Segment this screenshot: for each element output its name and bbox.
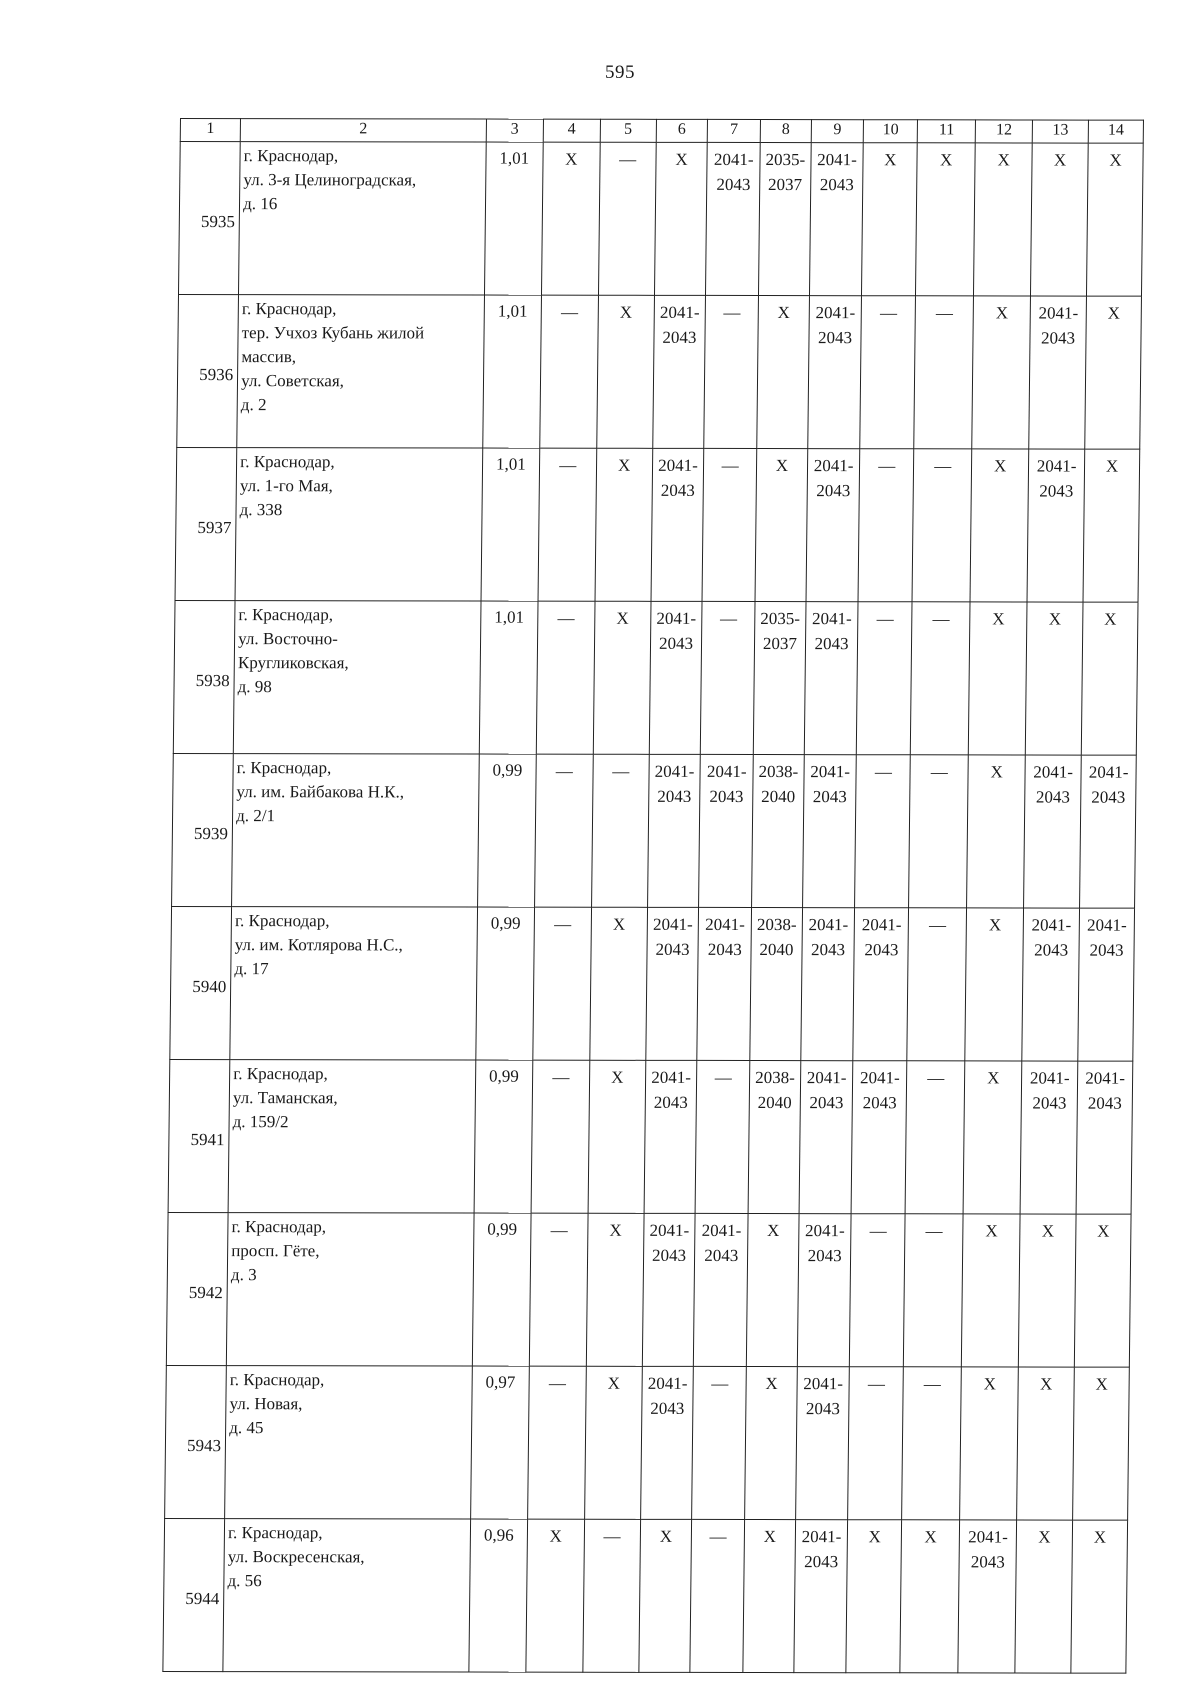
value-cell-col-4: —	[536, 601, 595, 754]
value-cell-col-4: Х	[541, 142, 600, 295]
value-cell-col-10: 2041- 2043	[853, 908, 909, 1061]
value-cell-col-12: Х	[970, 449, 1029, 602]
column-header-14: 14	[1088, 120, 1143, 143]
address-cell	[226, 1213, 473, 1366]
value-cell-col-4: —	[538, 448, 597, 601]
value-cell-col-7: —	[695, 1060, 749, 1213]
value-cell-col-6: 2041- 2043	[644, 1060, 697, 1213]
value-cell-col-8: Х	[755, 449, 807, 602]
address-cell	[237, 295, 484, 448]
address-line: массив,	[241, 347, 297, 367]
address-line: г. Краснодар,	[229, 1370, 325, 1390]
value-cell-col-12: 2041- 2043	[958, 1520, 1017, 1673]
row-number: 5938	[173, 601, 235, 754]
value-cell-col-10: —	[857, 602, 913, 755]
column-header-3: 3	[486, 119, 543, 142]
value-cell-col-5: —	[583, 1519, 641, 1672]
value-cell-col-13: Х	[1015, 1520, 1073, 1673]
value-cell-col-9: 2041- 2043	[795, 1367, 849, 1520]
value-cell-col-11: —	[902, 1367, 962, 1520]
value-cell-col-14: Х	[1085, 296, 1142, 449]
value-cell-col-6: 2041- 2043	[645, 907, 698, 1060]
table-row	[170, 906, 1135, 1061]
value-cell-col-12: Х	[967, 755, 1026, 908]
value-cell-col-10: Х	[862, 143, 918, 296]
value-cell-col-14: Х	[1074, 1214, 1131, 1367]
value-cell-col-9: 2041- 2043	[800, 908, 854, 1061]
address-line: г. Краснодар,	[227, 1523, 323, 1543]
value-cell-col-8: Х	[745, 1367, 797, 1520]
value-cell-col-10: —	[858, 449, 914, 602]
table-row	[165, 1365, 1130, 1520]
table-row	[166, 1212, 1131, 1367]
table-row	[168, 1059, 1133, 1214]
value-cell-col-9: 2041- 2043	[797, 1214, 851, 1367]
value-cell-col-13: 2041- 2043	[1022, 908, 1080, 1061]
value-cell-col-11: Х	[916, 143, 976, 296]
value-cell-col-9: 2041- 2043	[804, 602, 858, 755]
value-cell-col-11: —	[910, 602, 970, 755]
address-line: тер. Учхоз Кубань жилой	[241, 323, 425, 343]
value-cell-col-10: —	[860, 296, 916, 449]
column-header-13: 13	[1032, 120, 1088, 143]
coefficient-cell: 1,01	[484, 142, 543, 295]
address-line: г. Краснодар,	[231, 1217, 327, 1237]
value-cell-col-9: 2041- 2043	[794, 1520, 848, 1673]
value-cell-col-5: Х	[590, 907, 648, 1060]
address-line: ул. 3-я Целиноградская,	[243, 170, 417, 190]
address-line: ул. 1-го Мая,	[239, 476, 333, 496]
address-line: д. 2	[240, 395, 267, 415]
address-line: д. 338	[239, 500, 283, 520]
value-cell-col-12: Х	[960, 1367, 1019, 1520]
column-header-6: 6	[656, 119, 708, 142]
coefficient-cell: 0,96	[469, 1519, 528, 1672]
address-line: г. Краснодар,	[238, 605, 334, 625]
value-cell-col-9: 2041- 2043	[802, 755, 856, 908]
address-line: просп. Гёте,	[231, 1241, 320, 1261]
value-cell-col-13: 2041- 2043	[1024, 755, 1082, 908]
address-line: д. 98	[237, 677, 272, 697]
address-line: д. 2/1	[236, 806, 276, 826]
address-line: ул. им. Котлярова Н.С.,	[234, 935, 403, 955]
row-number: 5944	[163, 1518, 225, 1671]
address-line: ул. Восточно-	[238, 629, 338, 649]
value-cell-col-13: Х	[1018, 1214, 1076, 1367]
value-cell-col-5: Х	[588, 1060, 646, 1213]
address-line: ул. им. Байбакова Н.К.,	[236, 782, 405, 802]
address-cell	[239, 142, 486, 295]
address-line: Кругликовская,	[237, 653, 349, 673]
row-number: 5939	[172, 753, 234, 906]
value-cell-col-12: Х	[963, 1061, 1022, 1214]
value-cell-col-8: 2038- 2040	[748, 1061, 800, 1214]
value-cell-col-14: Х	[1081, 602, 1138, 755]
address-line: д. 17	[234, 959, 269, 979]
table-row	[172, 753, 1137, 908]
row-number: 5942	[166, 1212, 228, 1365]
coefficient-cell: 1,01	[481, 448, 540, 601]
address-cell	[232, 754, 479, 907]
address-line: ул. Таманская,	[232, 1088, 338, 1108]
value-cell-col-5: Х	[586, 1213, 644, 1366]
column-header-2: 2	[240, 119, 486, 142]
value-cell-col-5: Х	[595, 448, 653, 601]
value-cell-col-12: Х	[965, 908, 1024, 1061]
value-cell-col-7: 2041- 2043	[694, 1213, 748, 1366]
value-cell-col-11: —	[904, 1214, 964, 1367]
value-cell-col-6: 2041- 2043	[647, 754, 700, 907]
coefficient-cell: 0,99	[476, 907, 535, 1060]
value-cell-col-11: —	[905, 1061, 965, 1214]
address-line: ул. Воскресенская,	[227, 1547, 365, 1567]
value-cell-col-5: Х	[597, 295, 655, 448]
address-line: г. Краснодар,	[236, 758, 332, 778]
table-row	[178, 142, 1143, 297]
address-line: г. Краснодар,	[240, 452, 335, 472]
value-cell-col-4: —	[527, 1366, 586, 1519]
value-cell-col-14: Х	[1087, 143, 1144, 296]
value-cell-col-6: 2041- 2043	[651, 448, 704, 601]
address-line: г. Краснодар,	[234, 911, 330, 931]
value-cell-col-6: Х	[639, 1519, 692, 1672]
address-cell	[223, 1519, 470, 1672]
value-cell-col-6: 2041- 2043	[642, 1213, 695, 1366]
table-row	[177, 295, 1142, 450]
value-cell-col-14: Х	[1071, 1520, 1128, 1673]
address-line: ул. Новая,	[229, 1394, 303, 1414]
value-cell-col-14: Х	[1073, 1367, 1130, 1520]
column-header-9: 9	[811, 120, 864, 143]
value-cell-col-8: Х	[743, 1520, 795, 1673]
column-header-11: 11	[917, 120, 975, 143]
column-header-5: 5	[600, 119, 656, 142]
value-cell-col-13: Х	[1017, 1367, 1075, 1520]
value-cell-col-4: —	[534, 754, 593, 907]
address-cell	[228, 1060, 475, 1213]
value-cell-col-8: Х	[757, 296, 809, 449]
document-sheet	[163, 118, 1144, 1609]
value-cell-col-7: —	[701, 601, 755, 754]
address-line: д. 3	[230, 1265, 257, 1285]
value-cell-col-11: —	[907, 908, 967, 1061]
value-cell-col-8: 2035- 2037	[759, 143, 811, 296]
value-cell-col-13: 2041- 2043	[1020, 1061, 1078, 1214]
value-cell-col-11: Х	[900, 1520, 960, 1673]
column-header-12: 12	[975, 120, 1032, 143]
address-line: г. Краснодар,	[243, 146, 339, 166]
column-header-1: 1	[180, 119, 240, 142]
table-body	[163, 142, 1143, 1674]
coefficient-cell: 0,97	[470, 1366, 529, 1519]
value-cell-col-6: 2041- 2043	[649, 601, 702, 754]
value-cell-col-5: Х	[593, 601, 651, 754]
value-cell-col-14: Х	[1083, 449, 1140, 602]
value-cell-col-9: 2041- 2043	[806, 449, 860, 602]
value-cell-col-8: Х	[746, 1214, 798, 1367]
column-header-8: 8	[760, 120, 811, 143]
value-cell-col-10: —	[848, 1367, 904, 1520]
value-cell-col-6: 2041- 2043	[652, 295, 705, 448]
value-cell-col-12: Х	[972, 296, 1031, 449]
address-cell	[230, 907, 477, 1060]
address-cell	[233, 601, 480, 754]
value-cell-col-14: 2041- 2043	[1076, 1061, 1133, 1214]
address-line: д. 56	[227, 1571, 262, 1591]
column-header-7: 7	[708, 119, 761, 142]
coefficient-cell: 0,99	[477, 754, 536, 907]
value-cell-col-7: —	[702, 448, 756, 601]
value-cell-col-6: Х	[654, 142, 707, 295]
value-cell-col-4: —	[540, 295, 599, 448]
value-cell-col-7: 2041- 2043	[699, 754, 753, 907]
value-cell-col-12: Х	[968, 602, 1027, 755]
row-number: 5937	[175, 448, 237, 601]
value-cell-col-4: —	[531, 1060, 590, 1213]
address-line: д. 159/2	[232, 1112, 289, 1132]
coefficient-cell: 1,01	[479, 601, 538, 754]
column-header-4: 4	[543, 119, 600, 142]
value-cell-col-11: —	[909, 755, 969, 908]
row-number: 5941	[168, 1059, 230, 1212]
value-cell-col-8: 2038- 2040	[750, 908, 802, 1061]
coefficient-cell: 0,99	[472, 1213, 531, 1366]
table-row	[173, 601, 1138, 756]
value-cell-col-6: 2041- 2043	[640, 1366, 693, 1519]
value-cell-col-13: 2041- 2043	[1029, 296, 1087, 449]
value-cell-col-10: —	[850, 1214, 906, 1367]
value-cell-col-12: Х	[962, 1214, 1021, 1367]
value-cell-col-9: 2041- 2043	[809, 143, 863, 296]
value-cell-col-5: Х	[584, 1366, 642, 1519]
value-cell-col-13: Х	[1025, 602, 1083, 755]
table-header-row	[180, 119, 1143, 144]
address-line: ул. Советская,	[241, 371, 345, 391]
address-line: д. 16	[243, 194, 278, 214]
address-cell	[235, 448, 482, 601]
row-number: 5936	[177, 295, 239, 448]
value-cell-col-10: 2041- 2043	[851, 1061, 907, 1214]
address-line: г. Краснодар,	[241, 299, 337, 319]
registry-table	[162, 118, 1144, 1674]
value-cell-col-9: 2041- 2043	[807, 296, 861, 449]
address-cell	[225, 1366, 472, 1519]
value-cell-col-9: 2041- 2043	[799, 1061, 853, 1214]
value-cell-col-14: 2041- 2043	[1080, 755, 1137, 908]
value-cell-col-8: 2035- 2037	[753, 602, 805, 755]
value-cell-col-13: 2041- 2043	[1027, 449, 1085, 602]
value-cell-col-11: —	[912, 449, 972, 602]
value-cell-col-14: 2041- 2043	[1078, 908, 1135, 1061]
value-cell-col-13: Х	[1031, 143, 1089, 296]
value-cell-col-10: —	[855, 755, 911, 908]
coefficient-cell: 1,01	[483, 295, 542, 448]
row-number: 5940	[170, 906, 232, 1059]
column-header-10: 10	[864, 120, 918, 143]
table-row	[175, 448, 1140, 603]
address-line: г. Краснодар,	[233, 1064, 328, 1084]
value-cell-col-5: —	[591, 754, 649, 907]
value-cell-col-7: —	[692, 1366, 746, 1519]
value-cell-col-7: 2041- 2043	[706, 142, 760, 295]
coefficient-cell: 0,99	[474, 1060, 533, 1213]
row-number: 5943	[165, 1365, 227, 1518]
value-cell-col-8: 2038- 2040	[752, 755, 804, 908]
value-cell-col-11: —	[914, 296, 974, 449]
value-cell-col-4: —	[533, 907, 592, 1060]
value-cell-col-4: —	[529, 1213, 588, 1366]
value-cell-col-5: —	[598, 142, 656, 295]
value-cell-col-7: 2041- 2043	[697, 907, 751, 1060]
row-number: 5935	[178, 142, 240, 295]
value-cell-col-7: —	[704, 295, 758, 448]
page-number: 595	[605, 62, 635, 83]
value-cell-col-4: Х	[526, 1519, 585, 1672]
table-row	[163, 1518, 1128, 1673]
value-cell-col-10: Х	[846, 1520, 902, 1673]
value-cell-col-12: Х	[974, 143, 1033, 296]
value-cell-col-7: —	[690, 1519, 744, 1672]
address-line: д. 45	[229, 1418, 264, 1438]
